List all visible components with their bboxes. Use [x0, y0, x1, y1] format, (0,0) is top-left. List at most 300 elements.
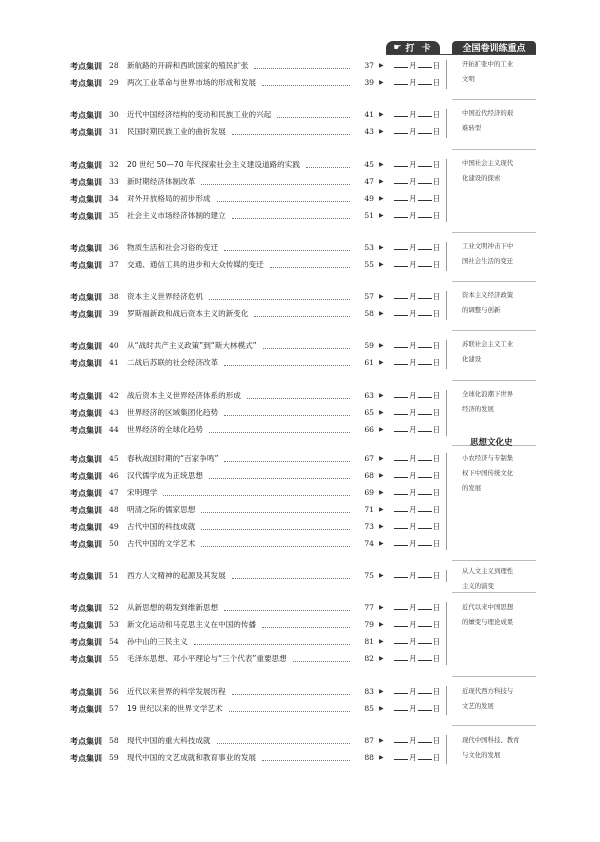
row-tag: 考点集训 [70, 194, 102, 204]
dot-leader [229, 711, 350, 712]
checkin-date-field[interactable] [393, 257, 440, 273]
day-blank[interactable] [418, 701, 432, 711]
checkin-date-field[interactable] [393, 157, 440, 173]
month-label: 月 [409, 341, 417, 350]
toc-row[interactable] [0, 519, 600, 535]
day-blank[interactable] [418, 733, 432, 743]
month-blank[interactable] [394, 733, 408, 743]
month-blank[interactable] [394, 502, 408, 512]
row-title: 汉代儒学成为正统思想 [127, 471, 203, 480]
day-label: 日 [432, 260, 441, 269]
key-point-line: 难转型 [462, 124, 482, 132]
toc-row[interactable] [0, 502, 600, 518]
row-tag: 考点集训 [70, 505, 102, 515]
month-blank[interactable] [394, 750, 408, 760]
day-blank[interactable] [418, 651, 432, 661]
day-label: 日 [432, 505, 441, 514]
key-point-note [462, 288, 542, 318]
row-title: 西方人文精神的起源及其发展 [127, 571, 226, 580]
month-blank[interactable] [394, 651, 408, 661]
row-tag: 考点集训 [70, 127, 102, 137]
day-blank[interactable] [418, 208, 432, 218]
key-point-line: 文艺的发展 [462, 702, 494, 710]
month-blank[interactable] [394, 124, 408, 134]
day-blank[interactable] [418, 485, 432, 495]
row-title: 现代中国的文艺成就和教育事业的发展 [127, 753, 257, 762]
day-label: 日 [432, 736, 441, 745]
row-tag: 考点集训 [70, 736, 102, 746]
row-tag: 考点集训 [70, 687, 102, 697]
month-blank[interactable] [394, 684, 408, 694]
month-blank[interactable] [394, 257, 408, 267]
month-blank[interactable] [394, 617, 408, 627]
row-number: 38 [109, 292, 119, 301]
key-point-note [462, 106, 542, 136]
dot-leader [201, 546, 350, 547]
month-blank[interactable] [394, 157, 408, 167]
day-blank[interactable] [418, 684, 432, 694]
row-number: 59 [109, 753, 119, 762]
key-point-note [462, 156, 542, 186]
key-point-line: 中国近代经济的艰 [462, 109, 514, 117]
row-tag: 考点集训 [70, 620, 102, 630]
checkin-date-field[interactable] [393, 388, 440, 404]
key-point-line: 的调整与创新 [462, 306, 501, 314]
checkin-date-field[interactable] [393, 568, 440, 584]
checkin-date-field[interactable] [393, 617, 440, 633]
checkin-date-field[interactable] [393, 422, 440, 438]
day-blank[interactable] [418, 405, 432, 415]
triangle-right-icon: ▶ [379, 261, 384, 268]
row-number: 49 [109, 522, 119, 531]
key-point-note [462, 564, 542, 594]
month-blank[interactable] [394, 75, 408, 85]
row-title: 世界经济的全球化趋势 [127, 425, 203, 434]
month-blank[interactable] [394, 600, 408, 610]
group-separator [446, 570, 447, 582]
month-blank[interactable] [394, 289, 408, 299]
day-label: 日 [432, 160, 441, 169]
row-number: 56 [109, 687, 119, 696]
key-point-line: 工业文明冲击下中 [462, 242, 514, 250]
row-page-number: 45 [364, 160, 374, 169]
row-title: 19 世纪以来的世界文学艺术 [127, 704, 223, 713]
key-point-line: 国社会生活的变迁 [462, 257, 514, 265]
row-page-number: 83 [364, 687, 374, 696]
checkin-date-field[interactable] [393, 485, 440, 501]
triangle-right-icon: ▶ [379, 604, 384, 611]
row-number: 55 [109, 654, 119, 663]
month-blank[interactable] [394, 405, 408, 415]
month-blank[interactable] [394, 388, 408, 398]
month-label: 月 [409, 603, 417, 612]
checkin-date-field[interactable] [393, 240, 440, 256]
row-number: 42 [109, 391, 119, 400]
dot-leader [306, 167, 350, 168]
dot-leader [201, 512, 350, 513]
row-tag: 考点集训 [70, 177, 102, 187]
triangle-right-icon: ▶ [379, 523, 384, 530]
row-tag: 考点集训 [70, 522, 102, 532]
day-blank[interactable] [418, 451, 432, 461]
checkin-date-field[interactable] [393, 107, 440, 123]
triangle-right-icon: ▶ [379, 178, 384, 185]
row-title: 二战后苏联的社会经济改革 [127, 358, 219, 367]
row-page-number: 58 [364, 309, 374, 318]
row-tag: 考点集训 [70, 539, 102, 549]
row-page-number: 37 [364, 61, 374, 70]
checkin-date-field[interactable] [393, 338, 440, 354]
triangle-right-icon: ▶ [379, 342, 384, 349]
row-title: 社会主义市场经济体制的建立 [127, 211, 226, 220]
key-point-line: 近现代西方科技与 [462, 687, 514, 695]
day-blank[interactable] [418, 600, 432, 610]
day-blank[interactable] [418, 157, 432, 167]
month-blank[interactable] [394, 701, 408, 711]
triangle-right-icon: ▶ [379, 655, 384, 662]
checkin-date-field[interactable] [393, 651, 440, 667]
checkin-header [386, 41, 440, 54]
row-title: 民国时期民族工业的曲折发展 [127, 127, 226, 136]
month-blank[interactable] [394, 468, 408, 478]
row-page-number: 66 [364, 425, 374, 434]
row-page-number: 77 [364, 603, 374, 612]
key-point-line: 中国社会主义现代 [462, 159, 514, 167]
checkin-date-field[interactable] [393, 701, 440, 717]
row-page-number: 71 [364, 505, 374, 514]
day-blank[interactable] [418, 338, 432, 348]
month-blank[interactable] [394, 240, 408, 250]
row-tag: 考点集训 [70, 160, 102, 170]
dot-leader [262, 760, 350, 761]
day-blank[interactable] [418, 174, 432, 184]
month-blank[interactable] [394, 58, 408, 68]
dot-leader [232, 134, 350, 135]
day-blank[interactable] [418, 107, 432, 117]
checkin-date-field[interactable] [393, 208, 440, 224]
row-number: 31 [109, 127, 119, 136]
month-blank[interactable] [394, 338, 408, 348]
month-blank[interactable] [394, 568, 408, 578]
day-blank[interactable] [418, 502, 432, 512]
day-label: 日 [432, 78, 441, 87]
day-blank[interactable] [418, 289, 432, 299]
dot-leader [224, 365, 350, 366]
group-separator [446, 242, 447, 271]
toc-row[interactable] [0, 536, 600, 552]
row-number: 35 [109, 211, 119, 220]
key-point-line: 全球化浪潮下世界 [462, 390, 514, 398]
key-divider [452, 380, 536, 381]
key-point-line: 化建设 [462, 355, 482, 363]
row-title: 交通、通信工具的进步和大众传媒的变迁 [127, 260, 264, 269]
row-page-number: 39 [364, 78, 374, 87]
triangle-right-icon: ▶ [379, 754, 384, 761]
key-point-line: 的发展 [462, 484, 482, 492]
row-tag: 考点集训 [70, 61, 102, 71]
row-title: 古代中国的科技成就 [127, 522, 196, 531]
month-blank[interactable] [394, 107, 408, 117]
key-divider [452, 99, 536, 100]
row-tag: 考点集训 [70, 425, 102, 435]
dot-leader [217, 201, 350, 202]
row-tag: 考点集训 [70, 654, 102, 664]
triangle-right-icon: ▶ [379, 540, 384, 547]
triangle-right-icon: ▶ [379, 128, 384, 135]
month-label: 月 [409, 488, 417, 497]
month-label: 月 [409, 620, 417, 629]
triangle-right-icon: ▶ [379, 359, 384, 366]
day-label: 日 [432, 687, 441, 696]
dot-leader [262, 627, 350, 628]
checkin-date-field[interactable] [393, 750, 440, 766]
day-blank[interactable] [418, 468, 432, 478]
day-blank[interactable] [418, 634, 432, 644]
row-title: 近代中国经济结构的变动和民族工业的兴起 [127, 110, 272, 119]
dot-leader [163, 495, 350, 496]
month-blank[interactable] [394, 422, 408, 432]
key-divider [452, 330, 536, 331]
triangle-right-icon: ▶ [379, 161, 384, 168]
checkin-date-field[interactable] [393, 174, 440, 190]
key-point-note [462, 57, 542, 87]
row-number: 28 [109, 61, 119, 70]
triangle-right-icon: ▶ [379, 572, 384, 579]
key-divider [452, 560, 536, 561]
month-label: 月 [409, 654, 417, 663]
checkin-date-field[interactable] [393, 405, 440, 421]
day-blank[interactable] [418, 355, 432, 365]
row-title: 春秋战国时期的“百家争鸣” [127, 454, 219, 463]
row-page-number: 85 [364, 704, 374, 713]
dot-leader [201, 184, 350, 185]
row-page-number: 51 [364, 211, 374, 220]
header-rule [386, 54, 536, 55]
month-blank[interactable] [394, 519, 408, 529]
month-label: 月 [409, 292, 417, 301]
row-page-number: 68 [364, 471, 374, 480]
month-label: 月 [409, 505, 417, 514]
key-point-line: 近代以来中国思想 [462, 603, 514, 611]
row-number: 51 [109, 571, 119, 580]
month-label: 月 [409, 391, 417, 400]
day-label: 日 [432, 391, 441, 400]
row-number: 39 [109, 309, 119, 318]
month-blank[interactable] [394, 451, 408, 461]
triangle-right-icon: ▶ [379, 455, 384, 462]
row-tag: 考点集训 [70, 391, 102, 401]
day-blank[interactable] [418, 388, 432, 398]
checkin-date-field[interactable] [393, 124, 440, 140]
checkin-date-field[interactable] [393, 519, 440, 535]
row-number: 44 [109, 425, 119, 434]
month-label: 月 [409, 260, 417, 269]
triangle-right-icon: ▶ [379, 310, 384, 317]
key-point-line: 开拓扩张中的工业 [462, 60, 514, 68]
checkin-date-field[interactable] [393, 634, 440, 650]
month-label: 月 [409, 408, 417, 417]
month-label: 月 [409, 753, 417, 762]
key-point-line: 苏联社会主义工业 [462, 340, 514, 348]
month-blank[interactable] [394, 536, 408, 546]
row-tag: 考点集训 [70, 571, 102, 581]
row-title: 从新思想的萌发到维新思想 [127, 603, 219, 612]
month-blank[interactable] [394, 174, 408, 184]
key-point-note [462, 239, 542, 269]
key-point-note [462, 337, 542, 367]
toc-row[interactable] [0, 634, 600, 650]
month-label: 月 [409, 454, 417, 463]
row-number: 33 [109, 177, 119, 186]
row-title: 古代中国的文学艺术 [127, 539, 196, 548]
day-label: 日 [432, 61, 441, 70]
checkin-date-field[interactable] [393, 468, 440, 484]
row-tag: 考点集训 [70, 488, 102, 498]
row-number: 53 [109, 620, 119, 629]
day-blank[interactable] [418, 568, 432, 578]
checkin-date-field[interactable] [393, 502, 440, 518]
day-label: 日 [432, 620, 441, 629]
row-number: 50 [109, 539, 119, 548]
row-page-number: 75 [364, 571, 374, 580]
row-title: 孙中山的三民主义 [127, 637, 188, 646]
group-separator [446, 291, 447, 320]
dot-leader [209, 432, 350, 433]
key-point-note [462, 684, 542, 714]
dot-leader [247, 398, 350, 399]
dot-leader [270, 267, 350, 268]
row-page-number: 57 [364, 292, 374, 301]
day-blank[interactable] [418, 124, 432, 134]
day-label: 日 [432, 243, 441, 252]
day-label: 日 [432, 539, 441, 548]
day-label: 日 [432, 127, 441, 136]
month-blank[interactable] [394, 355, 408, 365]
checkin-date-field[interactable] [393, 451, 440, 467]
day-blank[interactable] [418, 191, 432, 201]
checkin-date-field[interactable] [393, 306, 440, 322]
month-label: 月 [409, 522, 417, 531]
triangle-right-icon: ▶ [379, 638, 384, 645]
checkin-date-field[interactable] [393, 536, 440, 552]
triangle-right-icon: ▶ [379, 79, 384, 86]
row-number: 29 [109, 78, 119, 87]
row-title: 20 世纪 50—70 年代探索社会主义建设道路的实践 [127, 160, 300, 169]
row-number: 45 [109, 454, 119, 463]
month-blank[interactable] [394, 634, 408, 644]
month-blank[interactable] [394, 485, 408, 495]
row-page-number: 49 [364, 194, 374, 203]
checkin-date-field[interactable] [393, 58, 440, 74]
row-tag: 考点集训 [70, 110, 102, 120]
day-label: 日 [432, 341, 441, 350]
row-number: 37 [109, 260, 119, 269]
month-blank[interactable] [394, 191, 408, 201]
group-separator [446, 109, 447, 138]
month-label: 月 [409, 539, 417, 548]
key-point-note [462, 733, 542, 763]
triangle-right-icon: ▶ [379, 62, 384, 69]
month-label: 月 [409, 425, 417, 434]
month-label: 月 [409, 177, 417, 186]
day-blank[interactable] [418, 240, 432, 250]
triangle-right-icon: ▶ [379, 195, 384, 202]
day-blank[interactable] [418, 536, 432, 546]
day-blank[interactable] [418, 750, 432, 760]
row-tag: 考点集训 [70, 292, 102, 302]
checkin-date-field[interactable] [393, 75, 440, 91]
row-tag: 考点集训 [70, 78, 102, 88]
key-point-line: 权下中国传统文化 [462, 469, 514, 477]
day-blank[interactable] [418, 422, 432, 432]
day-label: 日 [432, 309, 441, 318]
triangle-right-icon: ▶ [379, 737, 384, 744]
key-point-line: 与文化的发展 [462, 751, 501, 759]
month-label: 月 [409, 704, 417, 713]
row-page-number: 61 [364, 358, 374, 367]
month-label: 月 [409, 127, 417, 136]
day-blank[interactable] [418, 617, 432, 627]
day-blank[interactable] [418, 75, 432, 85]
month-label: 月 [409, 160, 417, 169]
row-number: 30 [109, 110, 119, 119]
dot-leader [201, 529, 350, 530]
row-title: 宋明理学 [127, 488, 158, 497]
day-label: 日 [432, 637, 441, 646]
toc-row[interactable] [0, 208, 600, 224]
row-number: 46 [109, 471, 119, 480]
toc-row[interactable] [0, 651, 600, 667]
key-point-line: 从人文主义到理性 [462, 567, 514, 575]
row-title: 现代中国的重大科技成就 [127, 736, 211, 745]
key-point-line: 化建设的探索 [462, 174, 501, 182]
checkin-date-field[interactable] [393, 684, 440, 700]
day-blank[interactable] [418, 306, 432, 316]
triangle-right-icon: ▶ [379, 244, 384, 251]
row-tag: 考点集训 [70, 243, 102, 253]
day-label: 日 [432, 110, 441, 119]
row-page-number: 59 [364, 341, 374, 350]
checkin-date-field[interactable] [393, 733, 440, 749]
day-blank[interactable] [418, 519, 432, 529]
day-blank[interactable] [418, 58, 432, 68]
checkin-date-field[interactable] [393, 191, 440, 207]
toc-row[interactable] [0, 191, 600, 207]
month-label: 月 [409, 358, 417, 367]
row-title: 毛泽东思想、邓小平理论与“三个代表”重要思想 [127, 654, 287, 663]
row-number: 41 [109, 358, 119, 367]
row-page-number: 63 [364, 391, 374, 400]
key-point-note [462, 387, 542, 417]
day-label: 日 [432, 177, 441, 186]
row-tag: 考点集训 [70, 704, 102, 714]
month-label: 月 [409, 194, 417, 203]
row-title: 近代以来世界的科学发展历程 [127, 687, 226, 696]
key-point-line: 的嬗变与理论成果 [462, 618, 514, 626]
row-title: 物质生活和社会习俗的变迁 [127, 243, 219, 252]
row-page-number: 67 [364, 454, 374, 463]
dot-leader [224, 250, 350, 251]
checkin-date-field[interactable] [393, 600, 440, 616]
row-tag: 考点集训 [70, 454, 102, 464]
checkin-date-field[interactable] [393, 289, 440, 305]
triangle-right-icon: ▶ [379, 111, 384, 118]
day-blank[interactable] [418, 257, 432, 267]
dot-leader [224, 610, 350, 611]
month-blank[interactable] [394, 208, 408, 218]
month-blank[interactable] [394, 306, 408, 316]
checkin-date-field[interactable] [393, 355, 440, 371]
